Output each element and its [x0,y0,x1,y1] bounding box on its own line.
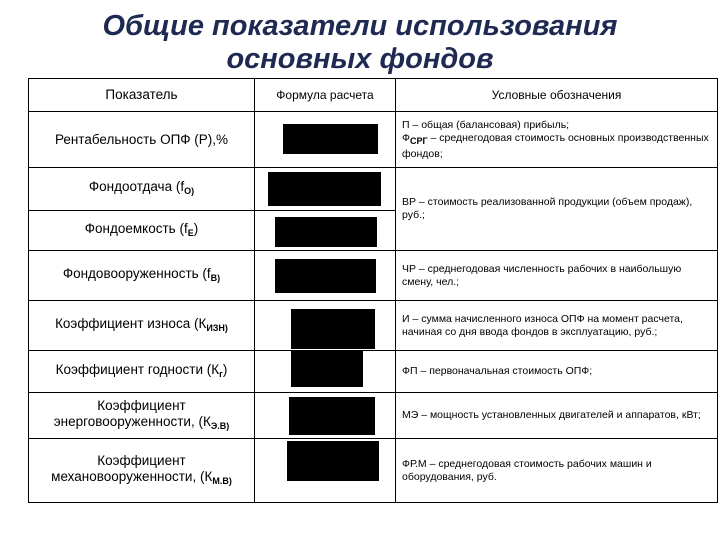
indicator-capital-productivity: Фондоотдача ($f_{O)}$ [29,168,255,211]
formula-capital-productivity [255,168,396,211]
indicator-profitability: Рентабельность ОПФ (Р),% [29,112,255,168]
formula-redaction [291,351,363,387]
table-row [29,251,718,301]
formula-redaction [287,441,379,481]
formula-profitability [255,112,396,168]
notation-cell-7: ФР.М – среднегодовая стоимость рабочих машин и оборудования, руб. [396,439,718,503]
formula-redaction [268,172,381,206]
notation-cell-3: ЧР – среднегодовая численность рабочих в наибольшую смену, чел.; [396,251,718,301]
table-header-row [29,79,718,112]
indicators-table [28,78,718,503]
indicator-capital-labor-ratio: Фондовооруженность ($f_{B)}$ [29,251,255,301]
slide-title [0,10,720,76]
formula-capital-labor-ratio [255,251,396,301]
formula-redaction [291,309,375,349]
formula-capital-intensity [255,211,396,251]
indicator-mechanization-ratio: Коэффициент механовооруженности, ($К_{М.В)}$ [29,439,255,503]
table-row [29,168,718,211]
header-notation: Условные обозначения [396,79,718,112]
formula-redaction [275,259,376,293]
table-row [29,301,718,351]
header-formula: Формула расчета [255,79,396,112]
notation-cell-2: ВР – стоимость реализованной продукции (объем продаж), руб.; [396,168,718,251]
notation-cell-1: П – общая (балансовая) прибыль; $Ф_{СРГ}$ – среднегодовая стоимость основных производственных фондов; [396,112,718,168]
formula-redaction [283,124,378,154]
formula-redaction [289,397,375,435]
formula-usability-ratio [255,351,396,393]
title-line-2: основных фондов [226,43,494,75]
title-line-1: Общие показатели использования [102,10,618,42]
table-row [29,439,718,503]
table-row [29,393,718,439]
table-row [29,351,718,393]
indicator-usability-ratio: Коэффициент годности $(К_г)$ [29,351,255,393]
notation-cell-4: И – сумма начисленного износа ОПФ на момент расчета, начиная со дня ввода фондов в эксплуатацию, руб.; [396,301,718,351]
header-indicator: Показатель [29,79,255,112]
indicator-capital-intensity: Фондоемкость $(f_E)$ [29,211,255,251]
formula-mechanization-ratio [255,439,396,503]
table-row [29,112,718,168]
indicator-wear-ratio: Коэффициент износа ($К_{ИЗН)}$ [29,301,255,351]
formula-wear-ratio [255,301,396,351]
notation-cell-5: ФП – первоначальная стоимость ОПФ; [396,351,718,393]
notation-cell-6: МЭ – мощность установленных двигателей и аппаратов, кВт; [396,393,718,439]
indicator-power-ratio: Коэффициент энерговооруженности, ($К_{Э.В)}$ [29,393,255,439]
formula-redaction [275,217,377,247]
formula-power-ratio [255,393,396,439]
